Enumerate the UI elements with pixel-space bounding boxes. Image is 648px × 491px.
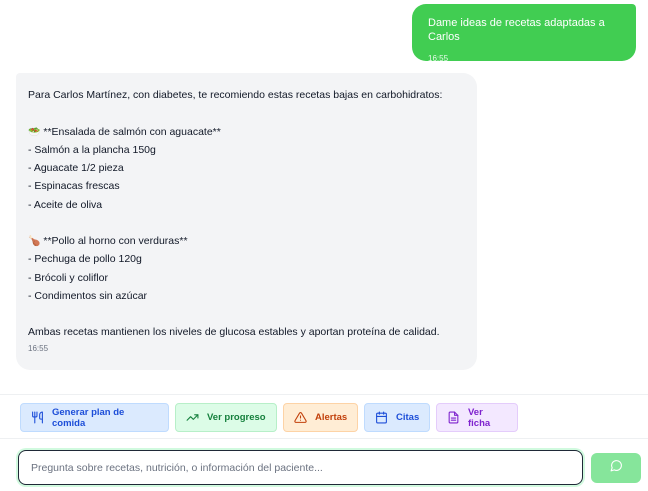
trending-up-icon: [186, 411, 199, 424]
message-line: [28, 214, 465, 232]
user-message-text: Dame ideas de recetas adaptadas a Carlos: [428, 17, 605, 43]
chat-bubble-icon: [610, 459, 623, 477]
salad-icon: 🥗: [28, 126, 41, 138]
divider: [0, 438, 648, 439]
ingredient-line: - Condimentos sin azúcar: [28, 289, 148, 302]
alerts-button[interactable]: [283, 403, 358, 432]
user-message-bubble: [412, 4, 636, 61]
message-input[interactable]: [19, 451, 582, 484]
chicken-leg-icon: 🍗: [28, 236, 41, 247]
user-message-time: 16:55: [428, 54, 449, 63]
assistant-message-time: 16:55: [28, 343, 49, 353]
recipe-title: [28, 232, 465, 250]
recipe-title-text: **Ensalada de salmón con aguacate**: [43, 125, 221, 138]
document-icon: [447, 411, 460, 424]
divider: [0, 394, 648, 395]
action-label: Ver progreso: [207, 412, 266, 423]
view-record-button[interactable]: [436, 403, 518, 432]
message-line: [28, 305, 465, 323]
ingredient-line: - Espinacas frescas: [28, 180, 120, 193]
message-input-container: [18, 450, 583, 485]
action-label: Generar plan de comida: [52, 406, 125, 429]
generate-meal-plan-button[interactable]: [20, 403, 169, 432]
ingredient-line: - Aguacate 1/2 pieza: [28, 162, 124, 174]
message-line: Para Carlos Martínez, con diabetes, te recomiendo estas recetas bajas en carbohidratos:: [28, 89, 443, 101]
recipe-title: [28, 123, 465, 141]
message-line: [28, 104, 465, 122]
action-label: Ver ficha: [468, 406, 491, 429]
ingredient-line: - Brócoli y coliflor: [28, 271, 108, 284]
view-progress-button[interactable]: [175, 403, 277, 432]
message-line: Ambas recetas mantienen los niveles de glucosa estables y aportan proteína de calidad.: [28, 326, 440, 339]
calendar-icon: [375, 411, 388, 424]
action-label: Citas: [396, 412, 420, 423]
warning-triangle-icon: [294, 411, 307, 424]
ingredient-line: - Salmón a la plancha 150g: [28, 143, 156, 156]
utensils-icon: [31, 411, 44, 424]
quick-actions-bar: [20, 403, 518, 432]
appointments-button[interactable]: [364, 403, 430, 432]
ingredient-line: - Pechuga de pollo 120g: [28, 253, 142, 266]
send-button[interactable]: [591, 453, 641, 483]
ingredient-line: - Aceite de oliva: [28, 198, 103, 211]
assistant-message-bubble: [16, 73, 477, 370]
action-label: Alertas: [315, 412, 348, 423]
recipe-title-text: **Pollo al horno con verduras**: [43, 235, 188, 247]
